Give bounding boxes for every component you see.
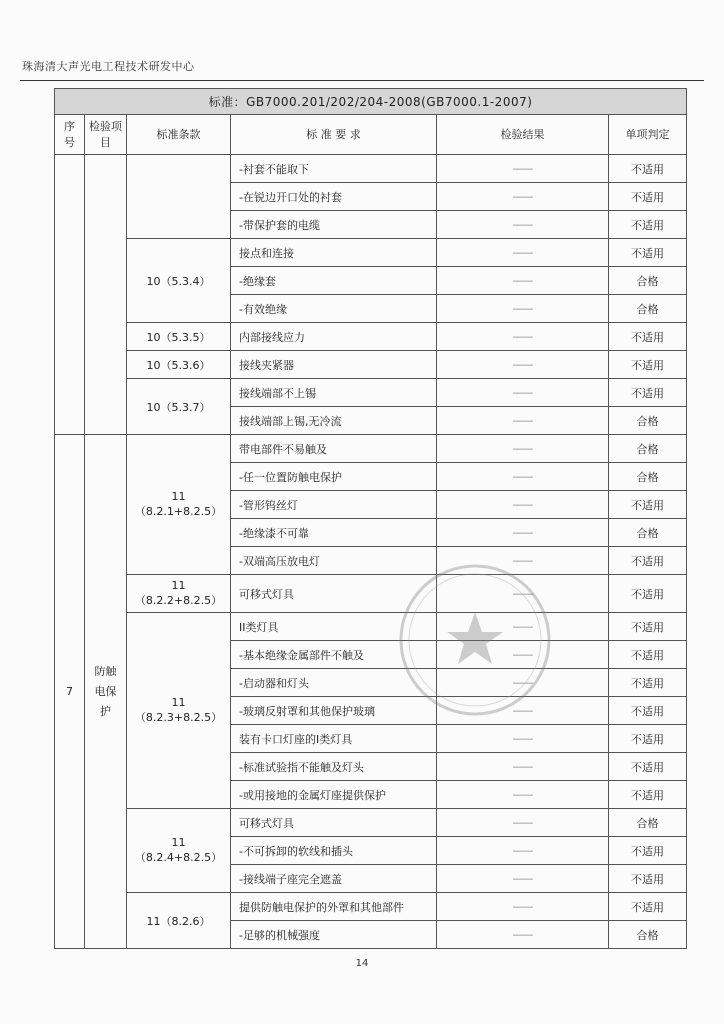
clause-cell: 11（8.2.3+8.2.5） bbox=[127, 613, 231, 809]
judgement-cell: 不适用 bbox=[609, 613, 687, 641]
requirement-cell: 带电部件不易触及 bbox=[231, 435, 437, 463]
judgement-cell: 不适用 bbox=[609, 893, 687, 921]
result-cell: —— bbox=[437, 697, 609, 725]
judgement-cell: 不适用 bbox=[609, 575, 687, 613]
judgement-cell: 不适用 bbox=[609, 781, 687, 809]
result-cell: —— bbox=[437, 155, 609, 183]
table-row bbox=[55, 323, 687, 351]
judgement-cell: 不适用 bbox=[609, 211, 687, 239]
result-cell: —— bbox=[437, 613, 609, 641]
table-row bbox=[55, 575, 687, 613]
result-cell: —— bbox=[437, 211, 609, 239]
header-requirement: 标 准 要 求 bbox=[231, 115, 437, 155]
result-cell: —— bbox=[437, 435, 609, 463]
result-cell: —— bbox=[437, 351, 609, 379]
judgement-cell: 不适用 bbox=[609, 865, 687, 893]
result-cell: —— bbox=[437, 781, 609, 809]
table-row bbox=[55, 239, 687, 267]
requirement-cell: 接线端部不上锡 bbox=[231, 379, 437, 407]
clause-cell: 10（5.3.6） bbox=[127, 351, 231, 379]
judgement-cell: 合格 bbox=[609, 407, 687, 435]
table-row bbox=[55, 893, 687, 921]
judgement-cell: 不适用 bbox=[609, 641, 687, 669]
requirement-cell: -管形钨丝灯 bbox=[231, 491, 437, 519]
result-cell: —— bbox=[437, 323, 609, 351]
header-seq: 序号 bbox=[55, 115, 85, 155]
result-cell: —— bbox=[437, 753, 609, 781]
result-cell: —— bbox=[437, 921, 609, 949]
result-cell: —— bbox=[437, 809, 609, 837]
requirement-cell: -足够的机械强度 bbox=[231, 921, 437, 949]
result-cell: —— bbox=[437, 519, 609, 547]
result-cell: —— bbox=[437, 463, 609, 491]
requirement-cell: -标准试验指不能触及灯头 bbox=[231, 753, 437, 781]
requirement-cell: II类灯具 bbox=[231, 613, 437, 641]
header-divider bbox=[20, 80, 704, 81]
requirement-cell: -玻璃反射罩和其他保护玻璃 bbox=[231, 697, 437, 725]
requirement-cell: 接线夹紧器 bbox=[231, 351, 437, 379]
table-row bbox=[55, 435, 687, 463]
judgement-cell: 合格 bbox=[609, 267, 687, 295]
judgement-cell: 不适用 bbox=[609, 379, 687, 407]
header-clause: 标准条款 bbox=[127, 115, 231, 155]
requirement-cell: -带保护套的电缆 bbox=[231, 211, 437, 239]
requirement-cell: -启动器和灯头 bbox=[231, 669, 437, 697]
judgement-cell: 不适用 bbox=[609, 323, 687, 351]
requirement-cell: 可移式灯具 bbox=[231, 575, 437, 613]
institution-header: 珠海清大声光电工程技术研发中心 bbox=[22, 60, 195, 73]
result-cell: —— bbox=[437, 547, 609, 575]
requirement-cell: -不可拆卸的软线和插头 bbox=[231, 837, 437, 865]
header-result: 检验结果 bbox=[437, 115, 609, 155]
table-row bbox=[55, 351, 687, 379]
judgement-cell: 不适用 bbox=[609, 155, 687, 183]
judgement-cell: 不适用 bbox=[609, 547, 687, 575]
result-cell: —— bbox=[437, 575, 609, 613]
result-cell: —— bbox=[437, 407, 609, 435]
header-judgement: 单项判定 bbox=[609, 115, 687, 155]
judgement-cell: 不适用 bbox=[609, 669, 687, 697]
judgement-cell: 不适用 bbox=[609, 183, 687, 211]
result-cell: —— bbox=[437, 641, 609, 669]
requirement-cell: -绝缘套 bbox=[231, 267, 437, 295]
result-cell: —— bbox=[437, 239, 609, 267]
inspection-table bbox=[54, 88, 687, 949]
clause-cell: 11（8.2.2+8.2.5） bbox=[127, 575, 231, 613]
table-header-row bbox=[55, 115, 687, 155]
clause-cell: 10（5.3.7） bbox=[127, 379, 231, 435]
official-seal-icon bbox=[395, 560, 555, 720]
requirement-cell: 内部接线应力 bbox=[231, 323, 437, 351]
requirement-cell: 可移式灯具 bbox=[231, 809, 437, 837]
result-cell: —— bbox=[437, 267, 609, 295]
clause-cell: 11（8.2.4+8.2.5） bbox=[127, 809, 231, 893]
judgement-cell: 合格 bbox=[609, 295, 687, 323]
judgement-cell: 不适用 bbox=[609, 697, 687, 725]
judgement-cell: 不适用 bbox=[609, 837, 687, 865]
requirement-cell: 接点和连接 bbox=[231, 239, 437, 267]
result-cell: —— bbox=[437, 725, 609, 753]
item-cell-empty bbox=[85, 155, 127, 435]
result-cell: —— bbox=[437, 669, 609, 697]
seq-cell: 7 bbox=[55, 435, 85, 949]
judgement-cell: 不适用 bbox=[609, 753, 687, 781]
table-row bbox=[55, 809, 687, 837]
judgement-cell: 合格 bbox=[609, 921, 687, 949]
table-row bbox=[55, 379, 687, 407]
result-cell: —— bbox=[437, 865, 609, 893]
requirement-cell: -双端高压放电灯 bbox=[231, 547, 437, 575]
standard-title: 标准：GB7000.201/202/204-2008(GB7000.1-2007) bbox=[55, 89, 687, 115]
table-row bbox=[55, 155, 687, 183]
result-cell: —— bbox=[437, 893, 609, 921]
requirement-cell: -在锐边开口处的衬套 bbox=[231, 183, 437, 211]
requirement-cell: 装有卡口灯座的I类灯具 bbox=[231, 725, 437, 753]
requirement-cell: 接线端部上锡,无冷流 bbox=[231, 407, 437, 435]
requirement-cell: -接线端子座完全遮盖 bbox=[231, 865, 437, 893]
result-cell: —— bbox=[437, 379, 609, 407]
item-cell: 防触电保护 bbox=[85, 435, 127, 949]
judgement-cell: 合格 bbox=[609, 519, 687, 547]
header-item: 检验项目 bbox=[85, 115, 127, 155]
requirement-cell: -或用接地的金属灯座提供保护 bbox=[231, 781, 437, 809]
judgement-cell: 不适用 bbox=[609, 491, 687, 519]
clause-cell: 11（8.2.1+8.2.5） bbox=[127, 435, 231, 575]
requirement-cell: -基本绝缘金属部件不触及 bbox=[231, 641, 437, 669]
requirement-cell: -绝缘漆不可靠 bbox=[231, 519, 437, 547]
requirement-cell: -有效绝缘 bbox=[231, 295, 437, 323]
clause-cell: 10（5.3.5） bbox=[127, 323, 231, 351]
judgement-cell: 合格 bbox=[609, 809, 687, 837]
clause-cell bbox=[127, 155, 231, 239]
result-cell: —— bbox=[437, 295, 609, 323]
table-row bbox=[55, 613, 687, 641]
requirement-cell: 提供防触电保护的外罩和其他部件 bbox=[231, 893, 437, 921]
requirement-cell: -任一位置防触电保护 bbox=[231, 463, 437, 491]
page-number: 14 bbox=[355, 958, 369, 969]
clause-cell: 10（5.3.4） bbox=[127, 239, 231, 323]
judgement-cell: 不适用 bbox=[609, 725, 687, 753]
result-cell: —— bbox=[437, 183, 609, 211]
requirement-cell: -衬套不能取下 bbox=[231, 155, 437, 183]
result-cell: —— bbox=[437, 491, 609, 519]
result-cell: —— bbox=[437, 837, 609, 865]
clause-cell: 11（8.2.6） bbox=[127, 893, 231, 949]
judgement-cell: 不适用 bbox=[609, 239, 687, 267]
seq-cell-empty bbox=[55, 155, 85, 435]
judgement-cell: 合格 bbox=[609, 435, 687, 463]
judgement-cell: 合格 bbox=[609, 463, 687, 491]
judgement-cell: 不适用 bbox=[609, 351, 687, 379]
